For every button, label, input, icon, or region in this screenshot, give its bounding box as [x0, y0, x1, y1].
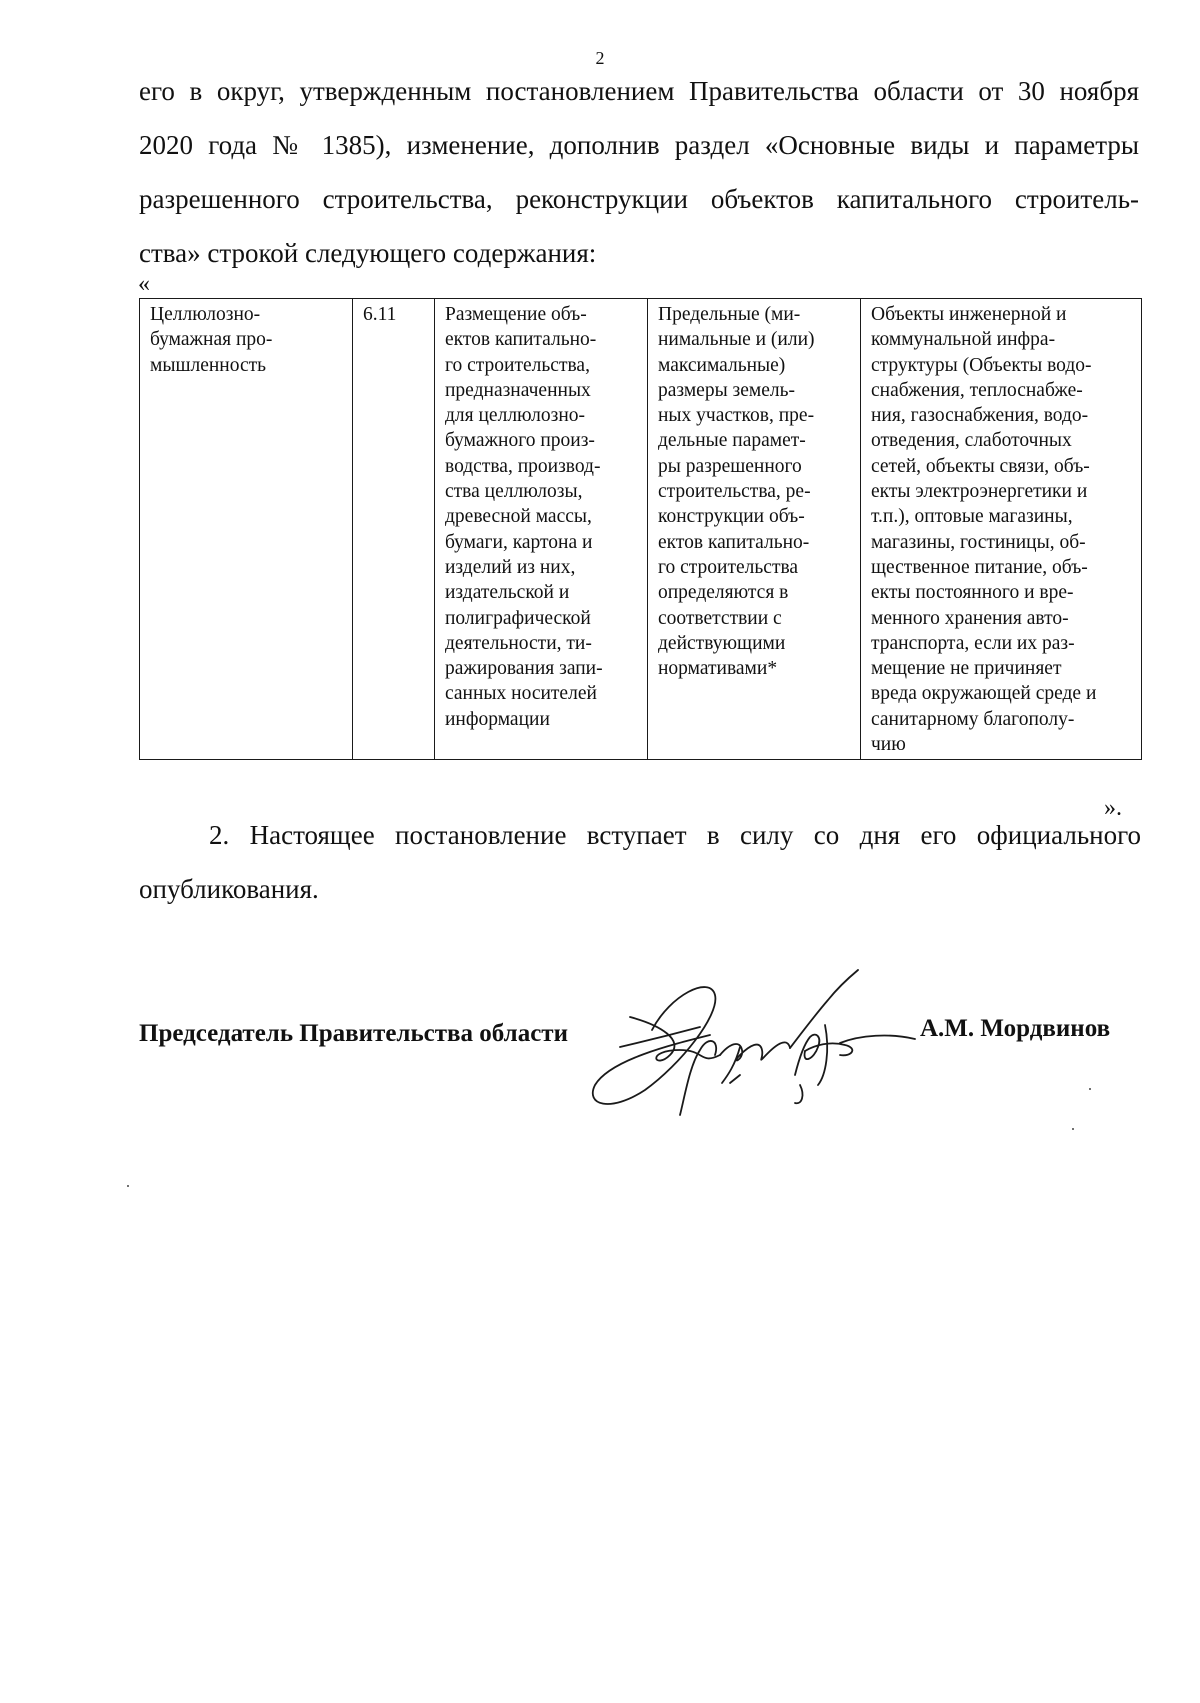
cell-line: чию: [871, 734, 906, 756]
cell-line: 6.11: [363, 304, 397, 325]
cell-line: коммунальной инфра-: [871, 329, 1056, 351]
cell-line: снабжения, теплоснабже-: [871, 379, 1083, 401]
cell-line: нормативами*: [658, 658, 778, 680]
cell-parameters: [648, 299, 861, 760]
cell-line: соответствии с: [658, 607, 782, 629]
cell-line: т.п.), оптовые магазины,: [871, 506, 1073, 528]
cell-line: Размещение объ-: [445, 304, 587, 325]
intro-line: 2020 года № 1385), изменение, дополнив раздел «Основные виды и параметры: [139, 130, 1139, 160]
scan-speck: [1072, 1128, 1074, 1130]
signer-name: А.М. Мордвинов: [920, 1015, 1111, 1042]
cell-line: отведения, слаботочных: [871, 430, 1072, 452]
cell-line: го строительства,: [445, 354, 590, 376]
cell-line: определяются в: [658, 582, 789, 604]
cell-line: нимальные и (или): [658, 329, 815, 351]
cell-line: санных носителей: [445, 683, 597, 705]
cell-line: издательской и: [445, 582, 570, 604]
cell-line: транспорта, если их раз-: [871, 632, 1075, 654]
cell-line: санитарному благополу-: [871, 708, 1075, 730]
cell-line: структуры (Объекты водо-: [871, 354, 1092, 376]
paragraph-2: [139, 808, 1141, 916]
cell-line: информации: [445, 708, 550, 730]
cell-line: ражирования запи-: [445, 658, 603, 680]
insert-table: [139, 298, 1142, 760]
table-row: [140, 299, 1142, 760]
cell-description: [435, 299, 648, 760]
cell-line: бумажная про-: [150, 329, 273, 351]
cell-line: максимальные): [658, 354, 786, 376]
cell-line: дельные парамет-: [658, 430, 806, 452]
cell-line: Предельные (ми-: [658, 304, 801, 325]
cell-line: магазины, гостиницы, об-: [871, 531, 1086, 553]
cell-auxiliary-uses: [861, 299, 1142, 760]
cell-line: водства, производ-: [445, 455, 601, 477]
cell-line: действующими: [658, 632, 786, 654]
cell-line: бумажного произ-: [445, 430, 595, 452]
cell-zone-name: [140, 299, 353, 760]
cell-line: ния, газоснабжения, водо-: [871, 405, 1089, 427]
cell-line: вреда окружающей среде и: [871, 683, 1097, 705]
cell-line: сетей, объекты связи, объ-: [871, 455, 1090, 477]
cell-line: древесной массы,: [445, 506, 592, 528]
intro-line: ства» строкой следующего содержания:: [139, 238, 597, 268]
cell-line: Объекты инженерной и: [871, 304, 1067, 325]
cell-line: мышленность: [150, 354, 267, 376]
cell-line: изделий из них,: [445, 556, 576, 578]
cell-line: для целлюлозно-: [445, 405, 585, 427]
intro-line: разрешенного строительства, реконструкции объектов капитального строитель-: [139, 184, 1139, 214]
intro-paragraph: [139, 64, 1139, 280]
signer-title: Председатель Правительства области: [139, 1020, 568, 1047]
cell-line: менного хранения авто-: [871, 607, 1069, 629]
cell-line: ры разрешенного: [658, 455, 802, 477]
page-number: 2: [595, 48, 605, 68]
cell-line: деятельности, ти-: [445, 632, 592, 654]
scan-speck: [127, 1185, 129, 1187]
cell-line: го строительства: [658, 556, 799, 578]
paragraph-line: 2. Настоящее постановление вступает в силу со дня его официального: [209, 820, 1141, 850]
cell-line: щественное питание, объ-: [871, 556, 1088, 578]
cell-line: ства целлюлозы,: [445, 481, 583, 503]
open-quote: «: [138, 271, 150, 297]
intro-line: его в округ, утвержденным постановлением Правительства области от 30 ноября: [139, 76, 1139, 106]
cell-line: Целлюлозно-: [150, 304, 261, 325]
cell-line: полиграфической: [445, 607, 591, 629]
scan-speck: [1089, 1088, 1091, 1090]
cell-line: ектов капитально-: [658, 531, 810, 553]
cell-line: конструкции объ-: [658, 506, 805, 528]
cell-code: [353, 299, 435, 760]
cell-line: мещение не причиняет: [871, 658, 1062, 680]
cell-line: строительства, ре-: [658, 481, 811, 503]
cell-line: размеры земель-: [658, 379, 796, 401]
cell-line: предназначенных: [445, 379, 591, 401]
handwritten-signature: [590, 955, 950, 1155]
cell-line: ных участков, пре-: [658, 405, 815, 427]
close-quote: ».: [1104, 795, 1122, 821]
paragraph-line: опубликования.: [139, 874, 319, 904]
cell-line: екты постоянного и вре-: [871, 582, 1074, 604]
cell-line: ектов капитально-: [445, 329, 597, 351]
cell-line: екты электроэнергетики и: [871, 481, 1088, 503]
cell-line: бумаги, картона и: [445, 531, 593, 553]
